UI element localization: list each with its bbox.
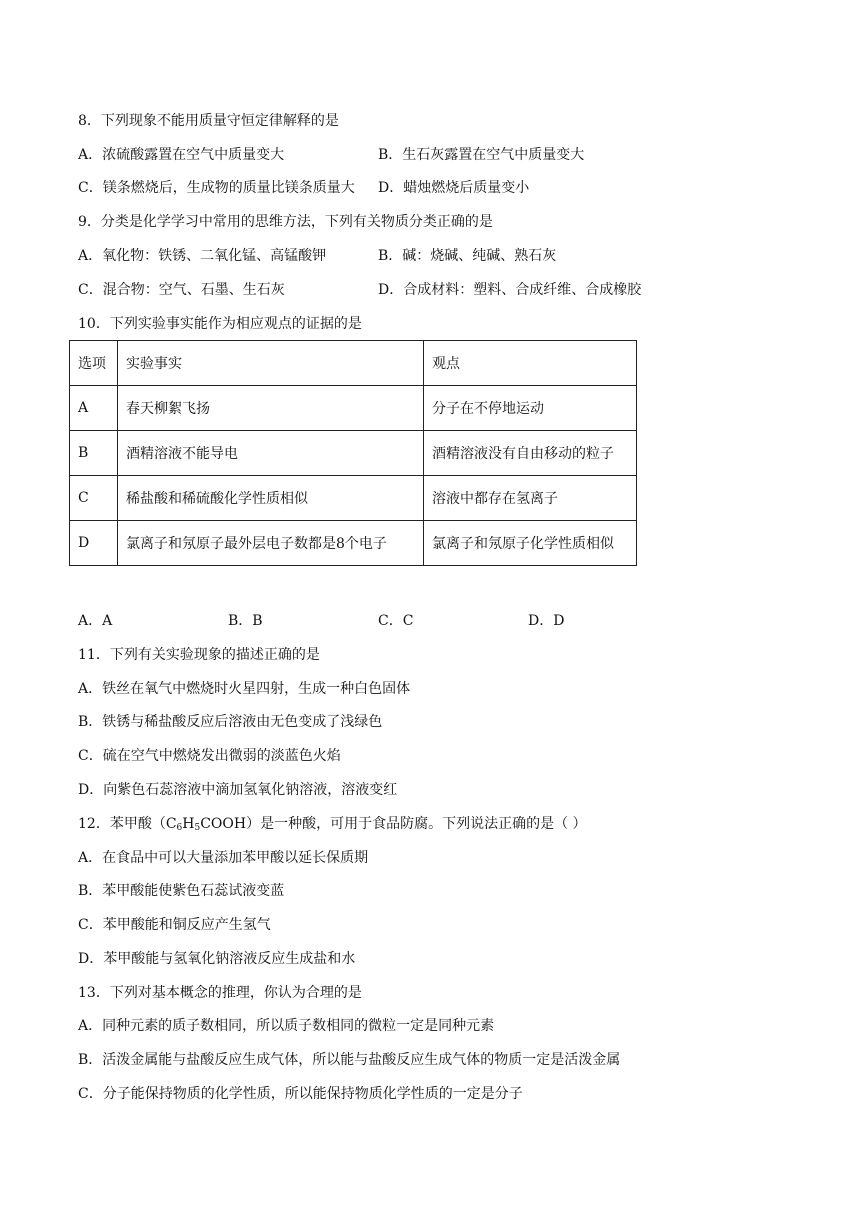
question-8-stem: 8．下列现象不能用质量守恒定律解释的是 [78,113,339,129]
subscript: 5 [194,823,201,833]
table-header-cell: 选项 [70,341,118,386]
table-cell: 稀盐酸和稀硫酸化学性质相似 [118,476,424,521]
table-cell: 溶液中都存在氢离子 [424,476,637,521]
question-12-stem [78,814,587,838]
question-12-option-a: A．在食品中可以大量添加苯甲酸以延长保质期 [78,850,369,866]
table-header-row [70,341,637,386]
table-row [70,521,637,566]
table-cell: 酒精溶液没有自由移动的粒子 [424,431,637,476]
question-8-option-a: A．浓硫酸露置在空气中质量变大 [78,147,285,163]
question-11-option-d: D．向紫色石蕊溶液中滴加氢氧化钠溶液，溶液变红 [78,782,398,798]
question-9-stem: 9．分类是化学学习中常用的思维方法，下列有关物质分类正确的是 [78,214,493,230]
question-12-option-b: B．苯甲酸能使紫色石蕊试液变蓝 [78,883,285,899]
table-cell: D [70,521,118,566]
question-10-option-c: C．C [378,613,414,629]
table-cell: 氯离子和氖原子化学性质相似 [424,521,637,566]
question-11-option-b: B．铁锈与稀盐酸反应后溶液由无色变成了浅绿色 [78,714,383,730]
question-10-stem: 10．下列实验事实能作为相应观点的证据的是 [78,316,362,332]
question-13-option-a: A．同种元素的质子数相同，所以质子数相同的微粒一定是同种元素 [78,1018,495,1034]
subscript: 6 [176,823,183,833]
question-9-option-c: C．混合物：空气、石墨、生石灰 [78,282,285,298]
question-10-option-a: A．A [78,613,113,629]
stem-text: 12．苯甲酸（C [78,816,177,832]
stem-text: COOH）是一种酸，可用于食品防腐。下列说法正确的是（ ） [200,816,587,832]
question-12-option-d: D．苯甲酸能与氢氧化钠溶液反应生成盐和水 [78,951,356,967]
question-11-option-c: C．硫在空气中燃烧发出微弱的淡蓝色火焰 [78,748,341,764]
question-11-option-a: A．铁丝在氧气中燃烧时火星四射，生成一种白色固体 [78,681,411,697]
question-8-option-b: B．生石灰露置在空气中质量变大 [378,147,585,163]
table-cell: 氯离子和氖原子最外层电子数都是8个电子 [118,521,424,566]
question-8-option-c: C．镁条燃烧后，生成物的质量比镁条质量大 [78,180,355,196]
table-header-cell: 实验事实 [118,341,424,386]
question-8-option-d: D．蜡烛燃烧后质量变小 [378,180,530,196]
table-cell: 春天柳絮飞扬 [118,386,424,431]
table-cell: 酒精溶液不能导电 [118,431,424,476]
question-10-option-b: B．B [228,613,263,629]
evidence-table [69,340,637,566]
question-9-option-b: B．碱：烧碱、纯碱、熟石灰 [378,248,557,264]
table-cell: A [70,386,118,431]
table-row [70,431,637,476]
question-13-stem: 13．下列对基本概念的推理，你认为合理的是 [78,985,362,1001]
table-header-cell: 观点 [424,341,637,386]
question-12-option-c: C．苯甲酸能和铜反应产生氢气 [78,917,271,933]
question-13-option-b: B．活泼金属能与盐酸反应生成气体，所以能与盐酸反应生成气体的物质一定是活泼金属 [78,1052,621,1068]
question-13-option-c: C．分子能保持物质的化学性质，所以能保持物质化学性质的一定是分子 [78,1086,523,1102]
question-9-option-a: A．氧化物：铁锈、二氧化锰、高锰酸钾 [78,248,327,264]
stem-text: H [182,816,195,832]
question-11-stem: 11．下列有关实验现象的描述正确的是 [78,647,320,663]
table-cell: C [70,476,118,521]
table-row [70,386,637,431]
question-9-option-d: D．合成材料：塑料、合成纤维、合成橡胶 [378,282,642,298]
question-10-option-d: D．D [528,613,565,629]
table-row [70,476,637,521]
table-cell: B [70,431,118,476]
table-cell: 分子在不停地运动 [424,386,637,431]
